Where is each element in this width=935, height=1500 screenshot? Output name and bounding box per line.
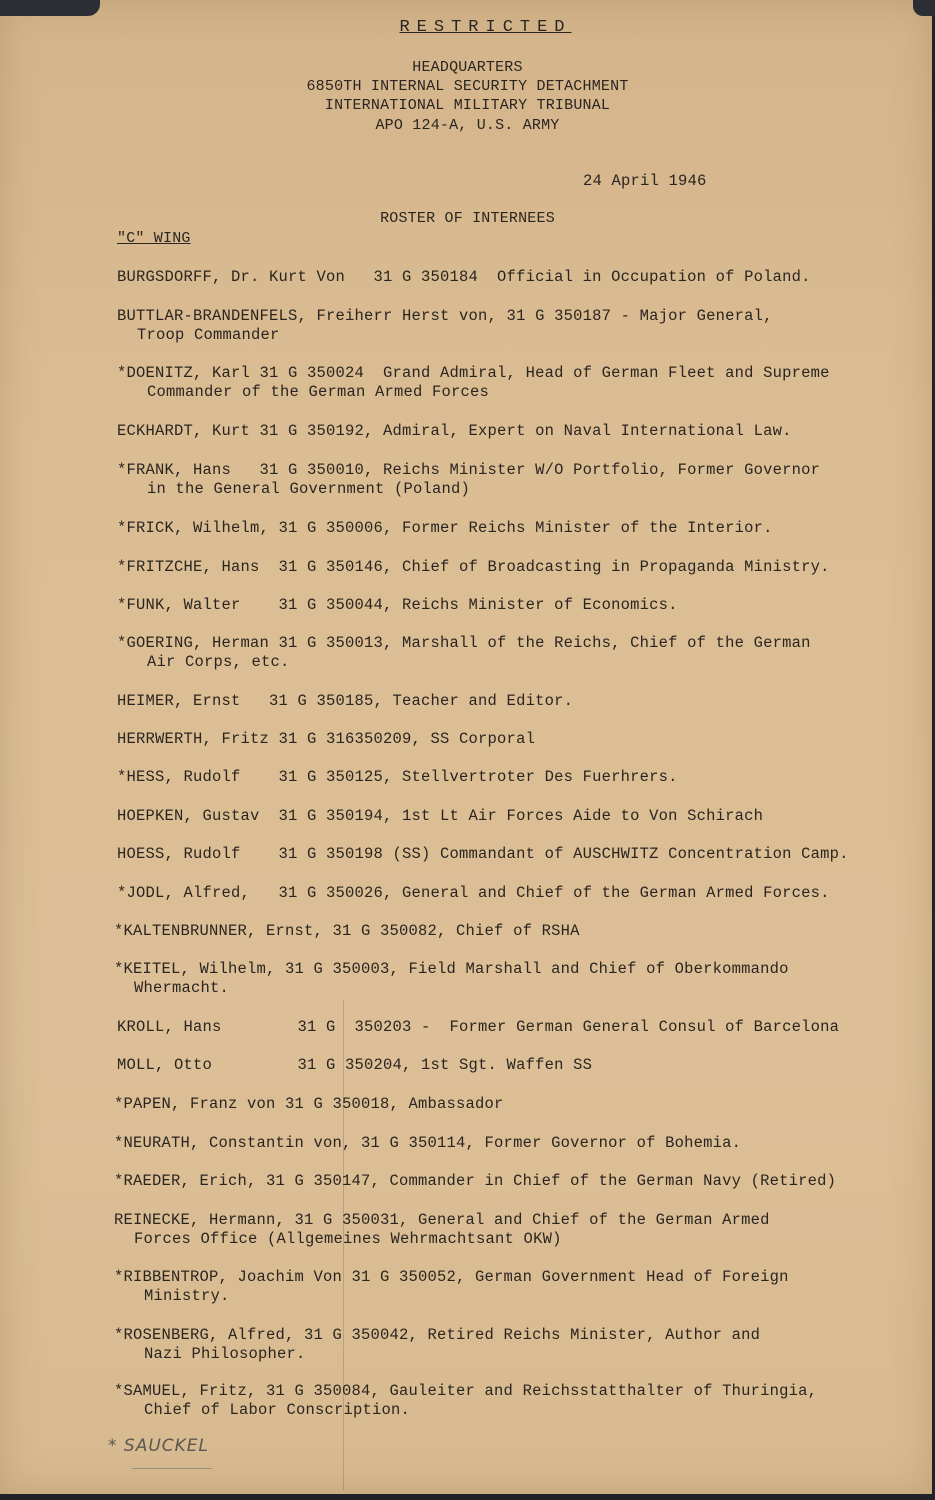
- handwritten-annotation: * SAUCKEL: [108, 1436, 209, 1456]
- entry-line: ECKHARDT, Kurt 31 G 350192, Admiral, Expert on Naval International Law.: [117, 422, 792, 440]
- entry-line: *SAMUEL, Fritz, 31 G 350084, Gauleiter and Reichsstatthalter of Thuringia,: [114, 1382, 818, 1400]
- torn-corner-top-left: [0, 0, 100, 16]
- entry-line: KROLL, Hans 31 G 350203 - Former German General Consul of Barcelona: [117, 1018, 840, 1036]
- entry-line: *FUNK, Walter 31 G 350044, Reichs Minister of Economics.: [117, 596, 678, 614]
- entry-line: HERRWERTH, Fritz 31 G 316350209, SS Corporal: [117, 730, 536, 748]
- entry-continuation: Forces Office (Allgemeines Wehrmachtsant OKW): [134, 1230, 562, 1248]
- internee-entry: [114, 1095, 504, 1114]
- entry-continuation: Commander of the German Armed Forces: [147, 383, 490, 401]
- internee-entry: [117, 268, 811, 287]
- entry-line: *KALTENBRUNNER, Ernst, 31 G 350082, Chief of RSHA: [114, 922, 580, 940]
- entry-line: *KEITEL, Wilhelm, 31 G 350003, Field Marshall and Chief of Oberkommando: [114, 960, 789, 978]
- internee-entry: [117, 1018, 839, 1037]
- entry-line: *GOERING, Herman 31 G 350013, Marshall of the Reichs, Chief of the German: [117, 634, 811, 652]
- entry-line: *NEURATH, Constantin von, 31 G 350114, Former Governor of Bohemia.: [114, 1134, 742, 1152]
- entry-continuation: in the General Government (Poland): [147, 480, 471, 498]
- entry-line: *HESS, Rudolf 31 G 350125, Stellvertroter Des Fuerhrers.: [117, 768, 678, 786]
- wing-heading: "C" WING: [117, 230, 191, 247]
- document-title: ROSTER OF INTERNEES: [380, 210, 555, 227]
- entry-line: *ROSENBERG, Alfred, 31 G 350042, Retired Reichs Minister, Author and: [114, 1326, 761, 1344]
- entry-line: *JODL, Alfred, 31 G 350026, General and Chief of the German Armed Forces.: [117, 884, 830, 902]
- internee-entry: [114, 960, 789, 998]
- internee-entry: [114, 1172, 836, 1191]
- entry-continuation: Whermacht.: [134, 979, 230, 997]
- internee-entry: [117, 730, 535, 749]
- entry-line: *FRITZCHE, Hans 31 G 350146, Chief of Broadcasting in Propaganda Ministry.: [117, 558, 830, 576]
- entry-line: HOEPKEN, Gustav 31 G 350194, 1st Lt Air Forces Aide to Von Schirach: [117, 807, 764, 825]
- handwritten-underline: [132, 1468, 212, 1469]
- internee-entry: [117, 634, 811, 672]
- entry-line: *PAPEN, Franz von 31 G 350018, Ambassador: [114, 1095, 504, 1113]
- header-line-detachment: 6850TH INTERNAL SECURITY DETACHMENT: [306, 78, 629, 95]
- internee-entry: [117, 519, 773, 538]
- internee-entry: [117, 461, 820, 499]
- internee-entry: [117, 1056, 592, 1075]
- internee-entry: [117, 422, 792, 441]
- internee-entry: [117, 364, 830, 402]
- entry-line: *FRICK, Wilhelm, 31 G 350006, Former Reichs Minister of the Interior.: [117, 519, 773, 537]
- entry-line: *FRANK, Hans 31 G 350010, Reichs Minister W/O Portfolio, Former Governor: [117, 461, 821, 479]
- internee-entry: [114, 1211, 770, 1249]
- internee-entry: [117, 807, 763, 826]
- torn-corner-top-right: [913, 0, 935, 16]
- header-line-tribunal: INTERNATIONAL MILITARY TRIBUNAL: [324, 97, 611, 114]
- entry-continuation: Chief of Labor Conscription.: [144, 1401, 411, 1419]
- internee-entry: [114, 1134, 741, 1153]
- internee-entry: [117, 692, 573, 711]
- internee-entry: [117, 307, 773, 345]
- entry-line: BUTTLAR-BRANDENFELS, Freiherr Herst von, 31 G 350187 - Major General,: [117, 307, 773, 325]
- classification-marking: RESTRICTED: [399, 18, 572, 37]
- internee-entry: [114, 1326, 760, 1364]
- entry-line: MOLL, Otto 31 G 350204, 1st Sgt. Waffen SS: [117, 1056, 593, 1074]
- internee-entry: [114, 1268, 789, 1306]
- internee-entry: [117, 596, 678, 615]
- entry-continuation: Nazi Philosopher.: [144, 1345, 306, 1363]
- entry-continuation: Air Corps, etc.: [147, 653, 290, 671]
- entry-line: HOESS, Rudolf 31 G 350198 (SS) Commandant of AUSCHWITZ Concentration Camp.: [117, 845, 849, 863]
- entry-line: *RIBBENTROP, Joachim Von 31 G 350052, German Government Head of Foreign: [114, 1268, 789, 1286]
- entry-continuation: Troop Commander: [137, 326, 280, 344]
- internee-entry: [117, 558, 830, 577]
- internee-entry: [114, 1382, 817, 1420]
- entry-line: *DOENITZ, Karl 31 G 350024 Grand Admiral, Head of German Fleet and Supreme: [117, 364, 830, 382]
- header-line-apo: APO 124-A, U.S. ARMY: [375, 117, 560, 134]
- internee-entry: [117, 884, 830, 903]
- entry-line: *RAEDER, Erich, 31 G 350147, Commander in Chief of the German Navy (Retired): [114, 1172, 837, 1190]
- entry-continuation: Ministry.: [144, 1287, 230, 1305]
- internee-entry: [114, 922, 580, 941]
- entry-line: BURGSDORFF, Dr. Kurt Von 31 G 350184 Official in Occupation of Poland.: [117, 268, 811, 286]
- entry-line: HEIMER, Ernst 31 G 350185, Teacher and Editor.: [117, 692, 574, 710]
- internee-entry: [117, 768, 678, 787]
- document-date: 24 April 1946: [583, 172, 707, 190]
- internee-entry: [117, 845, 849, 864]
- entry-line: REINECKE, Hermann, 31 G 350031, General and Chief of the German Armed: [114, 1211, 770, 1229]
- header-line-headquarters: HEADQUARTERS: [412, 59, 523, 76]
